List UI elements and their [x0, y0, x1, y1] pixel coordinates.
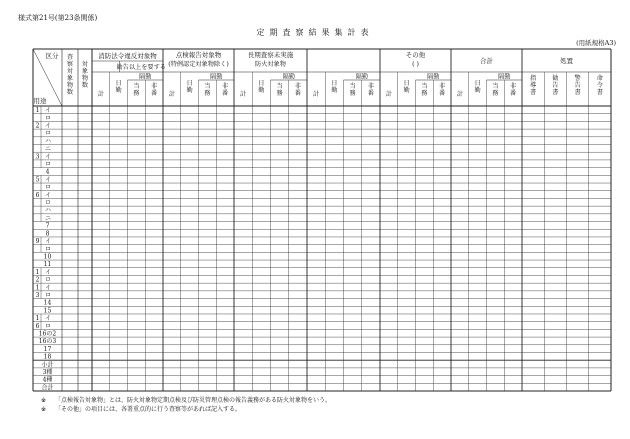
vertical-char: 令	[596, 82, 603, 89]
row-label: 4種	[42, 376, 53, 384]
col-hiban	[295, 82, 301, 97]
col-hiban	[222, 82, 228, 97]
vertical-char: 番	[367, 90, 374, 97]
row-sub: イ	[44, 191, 52, 199]
col-toban	[133, 82, 140, 97]
vertical-char: 象	[66, 75, 74, 82]
vertical-char: 日	[403, 80, 410, 87]
col-toban	[492, 82, 499, 97]
vertical-char: 務	[421, 90, 428, 97]
disposition-col	[530, 74, 536, 96]
vertical-char: 務	[133, 90, 140, 97]
vertical-char: 当	[349, 83, 356, 90]
col-kei: 計	[456, 91, 463, 98]
group-title: 消防法令違反対象物	[98, 52, 157, 60]
header-buildings	[82, 60, 89, 89]
group-title: 合計	[480, 57, 493, 65]
col-kakukin: 隔勤	[427, 73, 440, 81]
col-kei: 計	[385, 91, 392, 98]
group-title: 長期査察未実施	[247, 51, 294, 59]
col-toban	[350, 82, 357, 97]
vertical-char: 勤	[115, 87, 122, 94]
vertical-char: 勤	[258, 87, 265, 94]
row-num: 1	[35, 315, 40, 323]
vertical-char: 対	[66, 68, 74, 75]
row-sub: イ	[44, 176, 52, 184]
vertical-char: 物	[81, 75, 89, 82]
vertical-char: 当	[492, 83, 499, 90]
row-label: 7	[45, 222, 50, 230]
vertical-char: 当	[421, 83, 428, 90]
row-sub: イ	[44, 153, 52, 161]
vertical-char: 務	[492, 90, 499, 97]
disposition-title: 処置	[560, 57, 573, 65]
row-label: 8	[45, 230, 50, 238]
col-hiban	[368, 82, 374, 97]
vertical-char: 務	[276, 90, 283, 97]
col-kei: 計	[97, 91, 104, 98]
row-sub: イ	[44, 315, 52, 323]
row-num: 2	[35, 122, 40, 130]
notice-required-label: 勧告以上を要する	[116, 64, 166, 71]
vertical-char: 告	[574, 82, 581, 89]
vertical-char: 非	[367, 83, 374, 90]
row-sub: ニ	[44, 145, 52, 153]
form-title: 定期査察結果集計表	[256, 28, 374, 37]
group-title: 点検報告対象物	[175, 51, 222, 59]
vertical-char: 警	[574, 75, 581, 82]
col-nissu	[258, 80, 264, 94]
footnote-2: ※ 「その他」の項目には、各署重点的に行う査察等があれば記入する。	[41, 406, 242, 413]
vertical-char: 導	[530, 82, 537, 89]
col-kei: 計	[240, 91, 247, 98]
group-subtitle: (特例認定対象物除く)	[168, 61, 229, 68]
row-sub: イ	[44, 284, 52, 292]
row-label: 18	[43, 353, 52, 361]
col-kakukin: 隔勤	[498, 73, 511, 81]
row-sub: ロ	[44, 161, 52, 169]
row-sub: イ	[44, 268, 52, 276]
group-subtitle: 防火対象物	[255, 61, 286, 68]
vertical-char: 指	[530, 75, 537, 82]
row-num: 6	[35, 322, 40, 330]
row-label: 16の3	[38, 338, 57, 346]
vertical-char: 告	[552, 82, 559, 89]
row-num: 1	[35, 107, 40, 115]
vertical-char: 番	[151, 90, 158, 97]
vertical-char: 察	[66, 61, 74, 68]
vertical-char: 日	[258, 80, 265, 87]
col-toban	[204, 82, 211, 97]
row-sub: イ	[44, 122, 52, 130]
disposition-col	[575, 74, 581, 96]
row-sub: ロ	[44, 276, 52, 284]
row-sub: ロ	[44, 245, 52, 253]
col-hiban	[151, 82, 157, 97]
vertical-char: 勤	[474, 87, 481, 94]
group-title: その他	[405, 51, 426, 59]
col-nissu	[404, 80, 410, 94]
corner-label-top: 区分	[45, 52, 59, 60]
row-sub: ロ	[44, 291, 52, 299]
vertical-char: 書	[596, 89, 603, 96]
col-kakukin: 隔勤	[139, 73, 152, 81]
col-kakukin: 隔勤	[355, 73, 368, 81]
header-inspected	[67, 53, 74, 96]
col-kakukin: 隔勤	[210, 73, 223, 81]
col-hiban	[510, 82, 516, 97]
col-nissu	[116, 80, 122, 94]
row-sub: ロ	[44, 130, 52, 138]
vertical-char: 番	[510, 90, 517, 97]
vertical-char: 日	[474, 80, 481, 87]
row-sub: イ	[44, 107, 52, 115]
col-nissu	[187, 80, 193, 94]
col-toban	[277, 82, 284, 97]
footnote-1: ※ 「点検報告対象物」とは、防火対象物定期点検及び防災管理点検の報告義務がある防火対象物をいう。	[41, 397, 332, 404]
col-kakukin: 隔勤	[282, 73, 295, 81]
vertical-char: 書	[530, 89, 537, 96]
corner-label-bottom: 用途	[33, 97, 47, 105]
row-num: 3	[35, 153, 40, 161]
vertical-char: 物	[66, 82, 74, 89]
row-sub: ロ	[44, 199, 52, 207]
row-label: 17	[43, 345, 52, 353]
vertical-char: 務	[349, 90, 356, 97]
vertical-char: 日	[115, 80, 122, 87]
vertical-char: 書	[574, 89, 581, 96]
col-nissu	[331, 80, 337, 94]
disposition-col	[552, 74, 558, 96]
row-sub: ロ	[44, 184, 52, 192]
vertical-char: 非	[294, 83, 301, 90]
vertical-char: 番	[294, 90, 301, 97]
vertical-char: 勧	[552, 75, 559, 82]
vertical-char: 日	[331, 80, 338, 87]
row-num: 6	[35, 191, 40, 199]
row-label: 4	[45, 168, 50, 176]
vertical-char: 日	[186, 80, 193, 87]
form-code: 様式第21号(第23条関係)	[18, 14, 98, 22]
col-hiban	[439, 82, 445, 97]
row-sub: ハ	[44, 137, 52, 145]
row-sub: ロ	[44, 322, 52, 330]
row-label: 14	[43, 299, 52, 307]
vertical-char: 当	[133, 83, 140, 90]
row-label: 3種	[42, 368, 53, 376]
col-kei: 計	[313, 91, 320, 98]
row-sub: イ	[44, 238, 52, 246]
disposition-col	[597, 74, 604, 96]
col-toban	[421, 82, 428, 97]
row-num: 1	[35, 284, 40, 292]
vertical-char: 査	[66, 54, 74, 61]
row-num: 2	[35, 276, 40, 284]
vertical-char: 対	[81, 61, 89, 68]
vertical-char: 勤	[331, 87, 338, 94]
row-num: 3	[35, 291, 40, 299]
col-kei: 計	[168, 91, 175, 98]
row-label: 15	[43, 307, 52, 315]
vertical-char: 非	[222, 83, 229, 90]
vertical-char: 務	[204, 90, 211, 97]
row-num: 1	[35, 268, 40, 276]
vertical-char: 数	[66, 89, 74, 96]
vertical-char: 当	[276, 83, 283, 90]
row-sub: ロ	[44, 114, 52, 122]
group-subtitle: ( )	[412, 61, 419, 68]
row-label: 16の2	[38, 330, 57, 338]
col-nissu	[475, 80, 481, 94]
vertical-char: 当	[204, 83, 211, 90]
row-label: 10	[43, 253, 52, 261]
vertical-char: 命	[596, 75, 603, 82]
vertical-char: 勤	[403, 87, 410, 94]
row-num: 9	[35, 238, 40, 246]
row-label: 合計	[41, 384, 54, 392]
vertical-char: 象	[81, 68, 89, 75]
row-label: 11	[43, 261, 52, 269]
row-sub: ハ	[44, 207, 52, 215]
row-num: 5	[35, 176, 40, 184]
vertical-char: 番	[439, 90, 446, 97]
paper-size-label: (用紙規格A3)	[576, 39, 616, 47]
vertical-char: 番	[222, 90, 229, 97]
vertical-char: 勤	[186, 87, 193, 94]
footnotes	[41, 396, 331, 414]
vertical-char: 数	[81, 82, 89, 89]
vertical-char: 書	[552, 89, 559, 96]
row-label: 小計	[41, 361, 54, 369]
vertical-char: 非	[510, 83, 517, 90]
vertical-char: 非	[151, 83, 158, 90]
row-sub: ニ	[44, 214, 52, 222]
vertical-char: 非	[439, 83, 446, 90]
